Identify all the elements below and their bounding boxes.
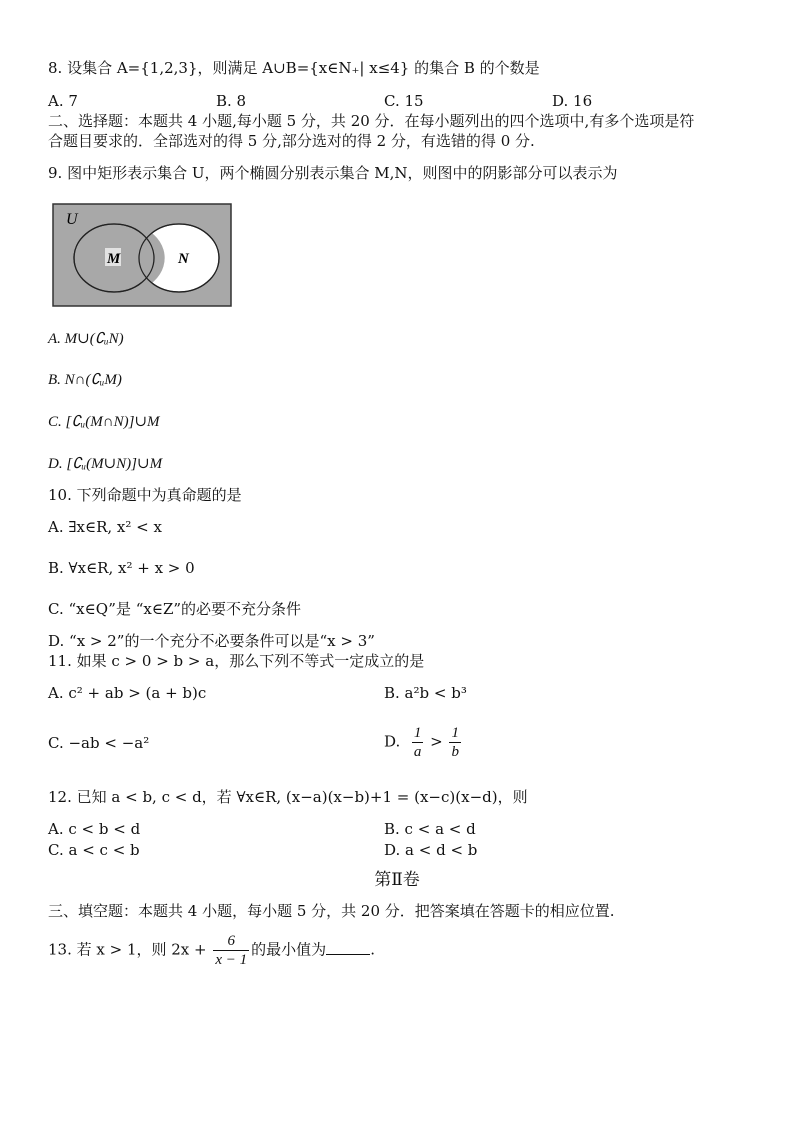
section2-line2: 合题目要求的．全部选对的得 5 分,部分选对的得 2 分，有选错的得 0 分. xyxy=(48,132,535,150)
q10-option-c: C. “x∈Q”是 “x∈Z”的必要不充分条件 xyxy=(48,600,302,618)
q11-option-c: C. −ab < −a² xyxy=(48,734,150,752)
q11-frac-b: $\frac{1}{b}$ xyxy=(451,725,459,760)
q11-option-d-label: D. xyxy=(384,732,401,751)
q11-frac-a: $\frac{1}{a}$ xyxy=(413,725,422,760)
q13-suffix: 的最小值为 xyxy=(251,940,327,959)
section3-line1: 三、填空题：本题共 4 小题，每小题 5 分，共 20 分．把答案填在答题卡的相应位置. xyxy=(48,902,615,920)
q10-stem: 10. 下列命题中为真命题的是 xyxy=(48,486,242,504)
n-label: N xyxy=(178,251,189,267)
q11-stem: 11. 如果 c > 0 > b > a，那么下列不等式一定成立的是 xyxy=(48,652,425,670)
q9-stem: 9. 图中矩形表示集合 U，两个椭圆分别表示集合 M,N，则图中的阴影部分可以表示为 xyxy=(48,164,618,182)
part2-title: 第Ⅱ卷 xyxy=(374,870,420,890)
q9-option-a: A. M∪(∁ᵤN) xyxy=(48,331,124,347)
q13-answer-blank[interactable] xyxy=(326,940,370,955)
q8-option-d: D. 16 xyxy=(552,92,593,110)
m-label: M xyxy=(107,251,121,267)
q8-option-b: B. 8 xyxy=(216,92,247,110)
q13-end: . xyxy=(370,940,375,959)
q8-stem: 8. 设集合 A={1,2,3}，则满足 A∪B={x∈N₊| x≤4} 的集合 B 的个数是 xyxy=(48,59,540,77)
q9-option-b: B. N∩(∁ᵤM) xyxy=(48,372,122,388)
q8-option-c: C. 15 xyxy=(384,92,424,110)
q12-option-a: A. c < b < d xyxy=(48,820,141,838)
q9-option-d: D. [∁ᵤ(M∪N)]∪M xyxy=(48,456,163,472)
q13-fraction: $\frac{6}{x - 1}$ xyxy=(215,933,248,968)
q10-option-a: A. ∃x∈R, x² < x xyxy=(48,518,162,536)
q11-option-a: A. c² + ab > (a + b)c xyxy=(48,684,207,702)
q12-option-d: D. a < d < b xyxy=(384,841,478,859)
q10-option-b: B. ∀x∈R, x² + x > 0 xyxy=(48,559,195,577)
q12-stem: 12. 已知 a < b, c < d，若 ∀x∈R, (x−a)(x−b)+1 = (x−c)(x−d)，则 xyxy=(48,788,528,806)
q13-line xyxy=(48,932,375,969)
q10-option-d: D. “x > 2”的一个充分不必要条件可以是“x > 3” xyxy=(48,632,375,650)
q13-prefix: 13. 若 x > 1，则 2x + xyxy=(48,940,207,959)
u-label: U xyxy=(66,211,78,228)
q11-frac-op: > xyxy=(430,732,443,751)
q12-option-c: C. a < c < b xyxy=(48,841,140,859)
q12-option-b: B. c < a < d xyxy=(384,820,476,838)
section2-line1: 二、选择题：本题共 4 小题,每小题 5 分，共 20 分．在每小题列出的四个选项中,有多个选项是符 xyxy=(48,112,695,130)
q8-option-a: A. 7 xyxy=(48,92,78,110)
q11-option-b: B. a²b < b³ xyxy=(384,684,467,702)
q11-option-d xyxy=(384,724,463,761)
venn-diagram xyxy=(52,203,232,307)
q9-option-c: C. [∁ᵤ(M∩N)]∪M xyxy=(48,414,160,430)
